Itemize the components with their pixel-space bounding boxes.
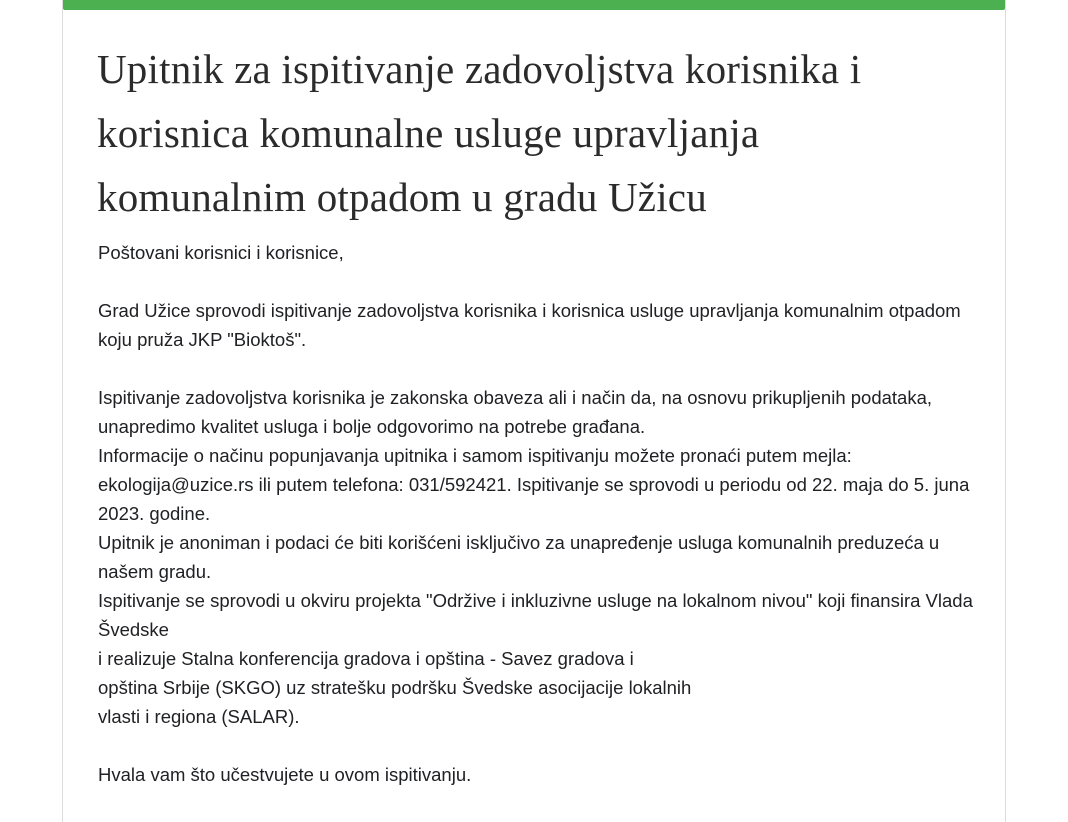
- description-paragraph-3: Informacije o načinu popunjavanja upitnika i samom ispitivanju možete pronaći putem mejla: ekologija@uzice.rs ili putem telefona: 031/592421. Ispitivanje se sprovodi u periodu od 22. maja do 5. juna 2023. godine.: [98, 445, 970, 524]
- greeting-text: Poštovani korisnici i korisnice,: [98, 242, 344, 263]
- description-paragraph-5-line-4: vlasti i regiona (SALAR).: [98, 706, 300, 727]
- form-accent-bar: [63, 0, 1005, 10]
- description-paragraph-5-line-3: opština Srbije (SKGO) uz stratešku podršku Švedske asocijacije lokalnih: [98, 677, 692, 698]
- form-header-card: [62, 0, 1006, 822]
- description-paragraph-5-line-1: Ispitivanje se sprovodi u okviru projekta "Održive i inkluzivne usluge na lokalnom nivou" koji finansira Vlada Švedske: [98, 590, 973, 640]
- description-paragraph-1: Grad Užice sprovodi ispitivanje zadovoljstva korisnika i korisnica usluge upravljanja komunalnim otpadom koju pruža JKP "Bioktoš".: [98, 300, 961, 350]
- closing-text: Hvala vam što učestvujete u ovom ispitivanju.: [98, 764, 472, 785]
- form-title: Upitnik za ispitivanje zadovoljstva korisnika i korisnica komunalne usluge upravljanja komunalnim otpadom u gradu Užicu: [97, 46, 862, 220]
- description-paragraph-4: Upitnik je anoniman i podaci će biti korišćeni isključivo za unapređenje usluga komunalnih preduzeća u našem gradu.: [98, 532, 940, 582]
- form-description: [98, 238, 988, 789]
- description-paragraph-2: Ispitivanje zadovoljstva korisnika je zakonska obaveza ali i način da, na osnovu prikupljenih podataka, unapredimo kvalitet usluga i bolje odgovorimo na potrebe građana.: [98, 387, 933, 437]
- description-paragraph-5-line-2: i realizuje Stalna konferencija gradova i opština - Savez gradova i: [98, 648, 634, 669]
